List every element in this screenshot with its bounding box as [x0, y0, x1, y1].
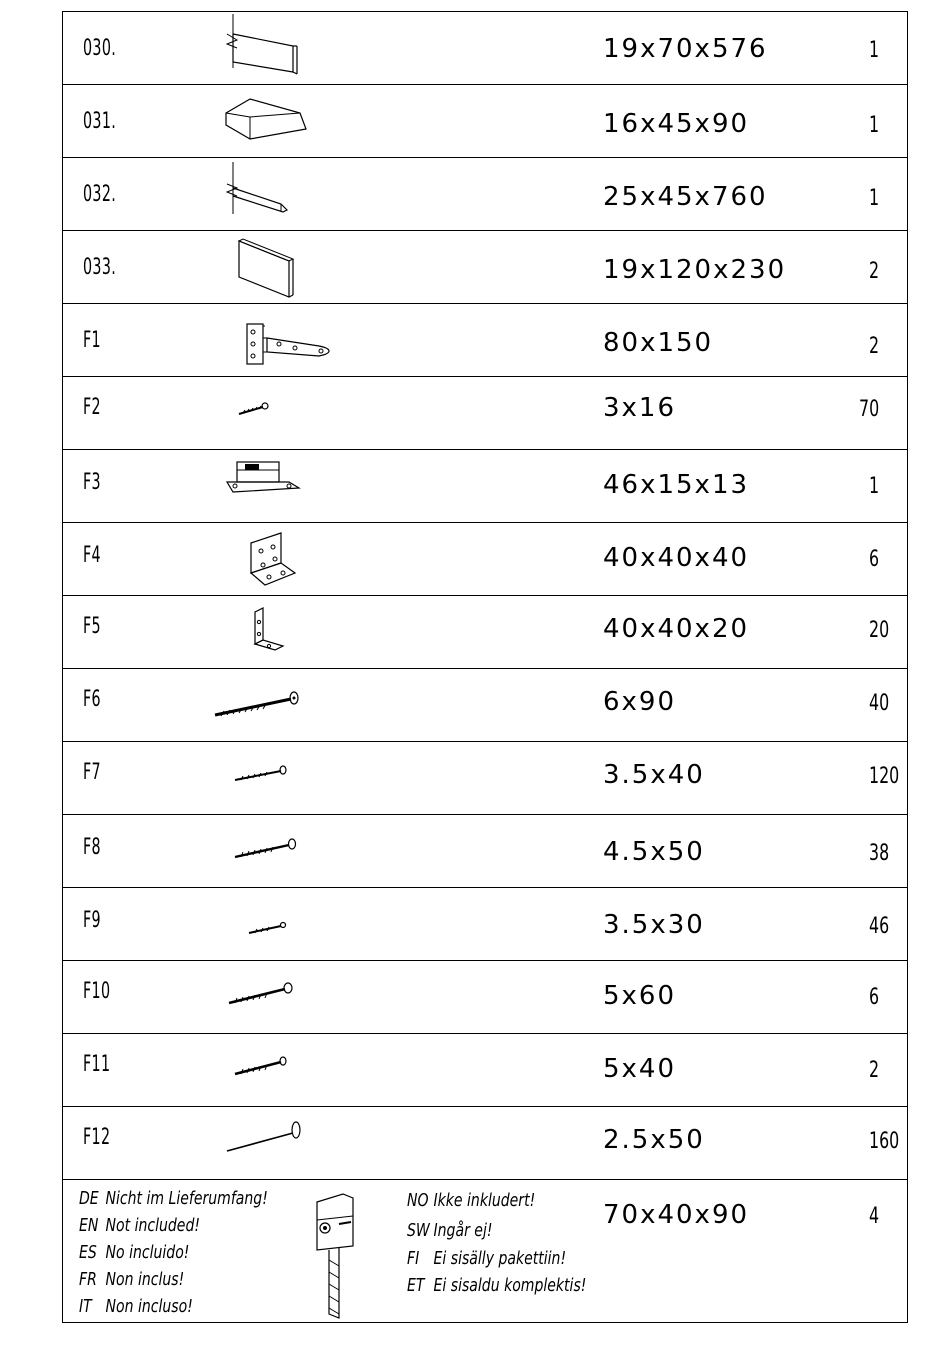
table-row [63, 1034, 907, 1107]
part-code: F12 [83, 1125, 111, 1150]
part-quantity: 6 [869, 547, 880, 572]
note-et: ET Ei sisaldu komplektis! [407, 1275, 587, 1296]
nail-icon [223, 1119, 307, 1155]
part-quantity: 70 [859, 397, 880, 422]
screw-icon [231, 1054, 291, 1078]
part-code: F3 [83, 470, 101, 495]
part-dimensions: 19x70x576 [603, 34, 768, 64]
part-dimensions: 70x40x90 [603, 1200, 750, 1230]
table-row [63, 1107, 907, 1180]
part-quantity: 2 [869, 259, 880, 284]
table-row [63, 596, 907, 669]
part-dimensions: 25x45x760 [603, 182, 768, 212]
table-row [63, 523, 907, 596]
part-quantity: 38 [869, 841, 890, 866]
note-it: IT Non incluso! [79, 1296, 193, 1317]
wedge-block-icon [218, 93, 318, 153]
small-screw-icon [235, 399, 275, 419]
part-code: F7 [83, 760, 101, 785]
note-en: EN Not included! [79, 1215, 200, 1236]
part-dimensions: 3.5x30 [603, 910, 705, 940]
part-dimensions: 40x40x20 [603, 614, 750, 644]
part-quantity: 120 [869, 764, 900, 789]
part-code: F9 [83, 908, 101, 933]
part-code: F6 [83, 687, 101, 712]
part-quantity: 1 [869, 474, 880, 499]
table-row [63, 304, 907, 377]
table-row [63, 815, 907, 888]
table-row [63, 85, 907, 158]
part-quantity: 40 [869, 691, 890, 716]
t-hinge-icon [243, 320, 338, 372]
part-code: F1 [83, 328, 101, 353]
table-row [63, 669, 907, 742]
table-row [63, 158, 907, 231]
part-quantity: 6 [869, 985, 880, 1010]
part-dimensions: 46x15x13 [603, 470, 750, 500]
part-code: F4 [83, 543, 101, 568]
part-code: F2 [83, 395, 101, 420]
part-quantity: 1 [869, 38, 880, 63]
slat-icon [213, 160, 313, 226]
table-row [63, 888, 907, 961]
parts-table [62, 11, 908, 1323]
part-dimensions: 3x16 [603, 393, 677, 423]
part-code: F10 [83, 979, 111, 1004]
part-code: 032. [83, 182, 117, 207]
table-row [63, 377, 907, 450]
note-sw: SW Ingår ej! [407, 1220, 493, 1241]
not-included-row [63, 1180, 907, 1324]
part-dimensions: 5x40 [603, 1054, 677, 1084]
part-dimensions: 80x150 [603, 328, 714, 358]
long-screw-icon [211, 687, 301, 721]
note-fr: FR Non inclus! [79, 1269, 185, 1290]
note-fi: FI Ei sisälly pakettiin! [407, 1248, 567, 1269]
screw-icon [231, 835, 301, 861]
part-quantity: 46 [869, 914, 890, 939]
part-code: 031. [83, 109, 117, 134]
part-quantity: 4 [869, 1204, 880, 1229]
part-code: 030. [83, 36, 117, 61]
table-row [63, 742, 907, 815]
part-dimensions: 6x90 [603, 687, 677, 717]
angle-bracket-icon [245, 529, 305, 591]
part-dimensions: 19x120x230 [603, 255, 787, 285]
part-code: F11 [83, 1052, 111, 1077]
board-icon [213, 12, 313, 80]
part-quantity: 20 [869, 618, 890, 643]
table-row [63, 961, 907, 1034]
note-de: DE Nicht im Lieferumfang! [79, 1188, 268, 1209]
part-quantity: 1 [869, 186, 880, 211]
small-angle-bracket-icon [249, 604, 299, 656]
table-row [63, 450, 907, 523]
part-dimensions: 40x40x40 [603, 543, 750, 573]
table-row [63, 12, 907, 85]
note-no: NO Ikke inkludert! [407, 1190, 536, 1211]
screw-icon [225, 979, 297, 1007]
part-dimensions: 2.5x50 [603, 1125, 705, 1155]
part-dimensions: 16x45x90 [603, 109, 750, 139]
part-dimensions: 4.5x50 [603, 837, 705, 867]
part-dimensions: 3.5x40 [603, 760, 705, 790]
part-quantity: 1 [869, 113, 880, 138]
magnetic-catch-icon [223, 456, 303, 498]
note-es: ES No incluido! [79, 1242, 190, 1263]
panel-icon [233, 235, 303, 299]
part-code: F8 [83, 835, 101, 860]
part-code: F5 [83, 614, 101, 639]
table-row [63, 231, 907, 304]
post-anchor-icon [307, 1190, 363, 1320]
part-dimensions: 5x60 [603, 981, 677, 1011]
screw-icon [231, 762, 291, 784]
part-quantity: 2 [869, 1058, 880, 1083]
short-screw-icon [245, 918, 290, 938]
part-quantity: 2 [869, 334, 880, 359]
part-quantity: 160 [869, 1129, 900, 1154]
part-code: 033. [83, 255, 117, 280]
